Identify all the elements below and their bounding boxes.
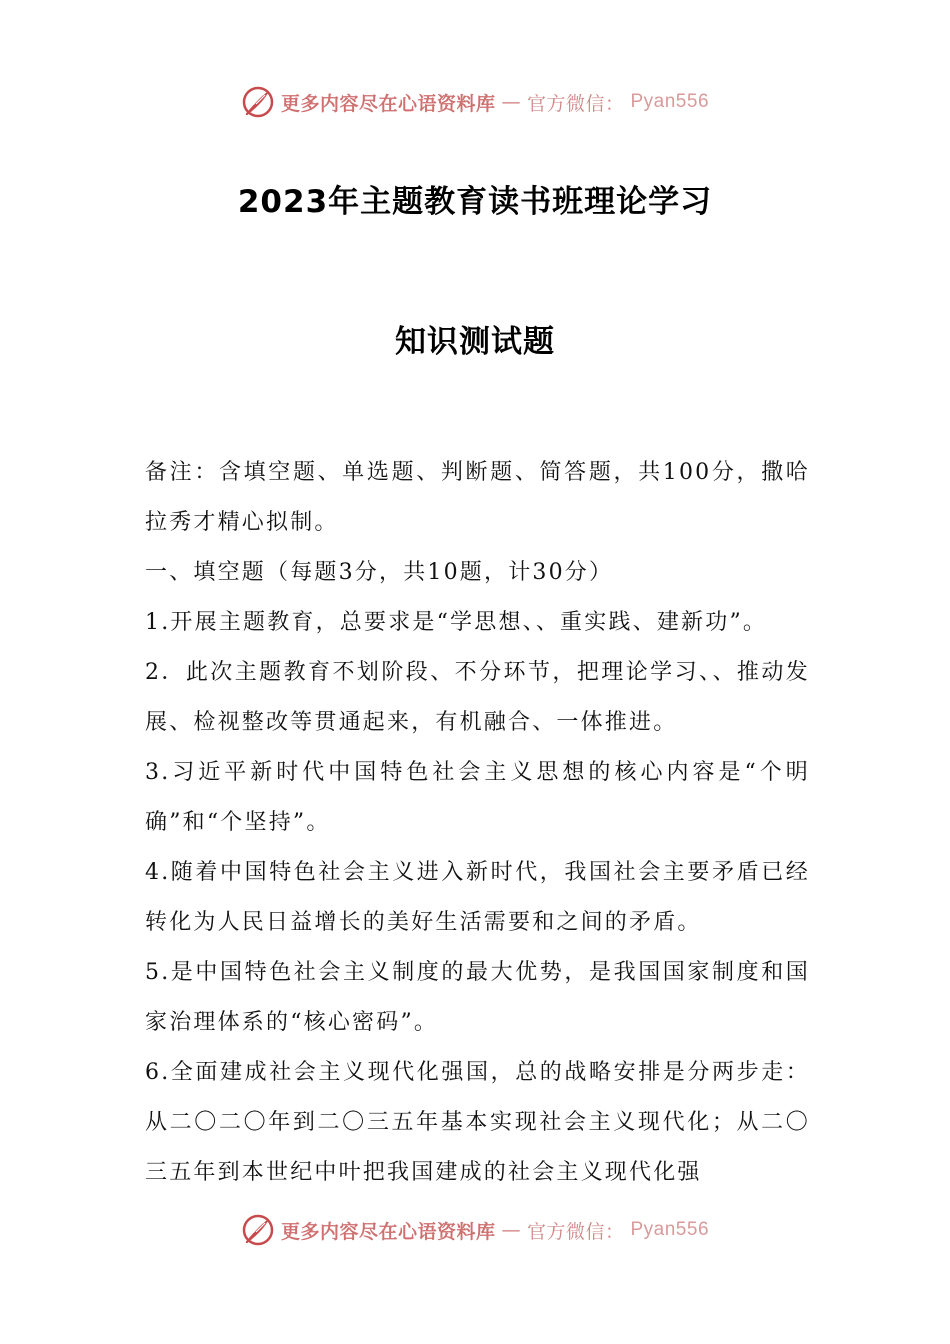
watermark-brand: 更多内容尽在心语资料库 <box>280 1220 496 1243</box>
question-1: 1.开展主题教育，总要求是“学思想、、重实践、建新功”。 <box>145 610 768 635</box>
document-title-line-1: 2023年主题教育读书班理论学习 <box>237 184 713 220</box>
document-body <box>145 448 810 1198</box>
watermark-brand: 更多内容尽在心语资料库 <box>280 92 496 115</box>
question-2: 2．此次主题教育不划阶段、不分环节，把理论学习、、推动发展、检视整改等贯通起来，有机融合、一体推进。 <box>145 660 810 735</box>
question-5: 5.是中国特色社会主义制度的最大优势，是我国国家制度和国家治理体系的“核心密码”。 <box>145 960 810 1035</box>
watermark-wechat-id: Pyan556 <box>630 91 710 112</box>
feather-pen-logo-icon <box>241 1213 275 1247</box>
document-title-line-2: 知识测试题 <box>395 324 555 360</box>
watermark-separator: — <box>501 91 521 113</box>
question-4: 4.随着中国特色社会主义进入新时代，我国社会主要矛盾已经转化为人民日益增长的美好生活需要和之间的矛盾。 <box>145 860 810 935</box>
note-paragraph: 备注：含填空题、单选题、判断题、简答题，共100分，撒哈拉秀才精心拟制。 <box>145 460 810 535</box>
feather-pen-logo-icon <box>241 85 275 119</box>
watermark-footer <box>0 1210 950 1250</box>
watermark-header <box>0 82 950 122</box>
section-heading-fill-in-blank: 一、填空题（每题3分，共10题，计30分） <box>145 560 614 585</box>
watermark-wechat-id: Pyan556 <box>630 1219 710 1240</box>
question-6: 6.全面建成社会主义现代化强国，总的战略安排是分两步走：从二〇二〇年到二〇三五年基本实现社会主义现代化；从二〇三五年到本世纪中叶把我国建成的社会主义现代化强 <box>145 1060 810 1185</box>
watermark-separator: — <box>501 1219 521 1241</box>
watermark-wechat-label: 官方微信： <box>526 92 625 115</box>
question-3: 3.习近平新时代中国特色社会主义思想的核心内容是“个明确”和“个坚持”。 <box>145 760 810 835</box>
watermark-wechat-label: 官方微信： <box>526 1220 625 1243</box>
